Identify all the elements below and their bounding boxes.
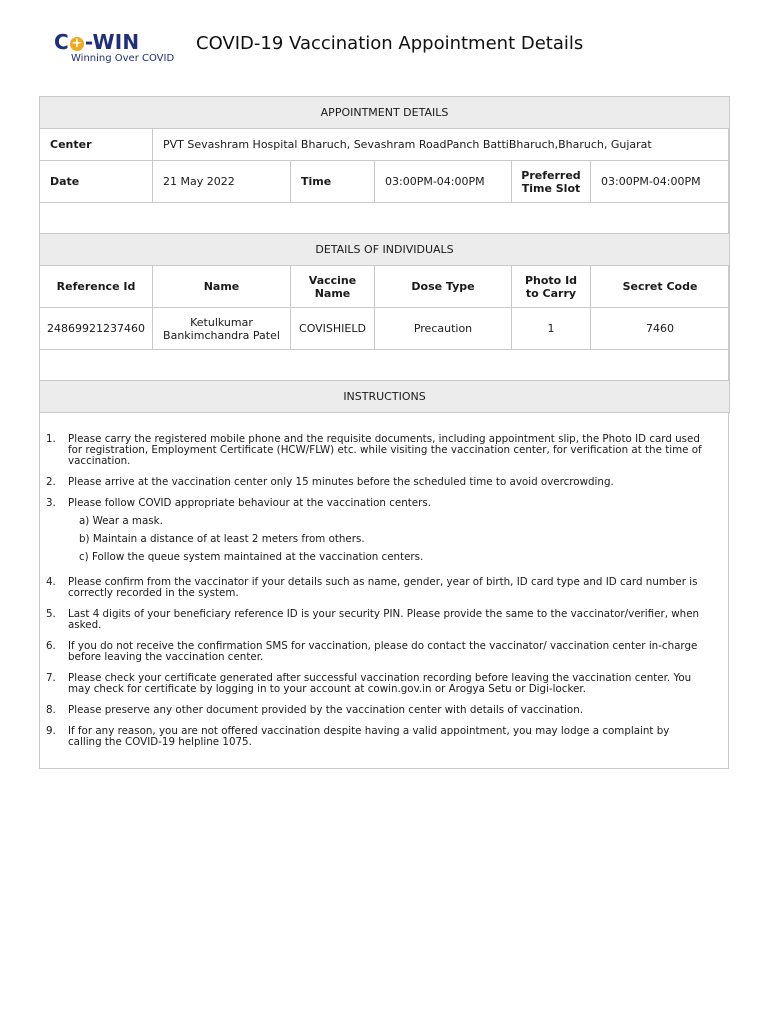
sub-list-item: b) Maintain a distance of at least 2 meters from others.: [79, 533, 365, 545]
preferred-slot-label: Preferred Time Slot: [512, 161, 591, 203]
spacer-row: [40, 350, 730, 381]
sub-list-item: c) Follow the queue system maintained at the vaccination centers.: [79, 551, 424, 563]
time-label: Time: [291, 161, 375, 203]
appointment-details-table: [39, 96, 730, 413]
logo-tagline: Winning Over COVID: [71, 53, 175, 64]
center-value: PVT Sevashram Hospital Bharuch, Sevashram RoadPanch BattiBharuch,Bharuch, Gujarat: [153, 129, 730, 161]
col-header-secret-code: Secret Code: [591, 266, 730, 308]
preferred-slot-value: 03:00PM-04:00PM: [591, 161, 730, 203]
page-header: [0, 0, 768, 90]
list-item: 5. Last 4 digits of your beneficiary reference ID is your security PIN. Please provide the same to the vaccinator/verifier, when asked.: [46, 608, 700, 631]
list-item: 8. Please preserve any other document provided by the vaccination center with details of vaccination.: [46, 704, 584, 716]
sub-list: [68, 516, 706, 563]
instructions-section-title: INSTRUCTIONS: [40, 381, 730, 413]
logo-wordmark: C + -WIN: [54, 30, 140, 54]
list-item: 4. Please confirm from the vaccinator if your details such as name, gender, year of birth, ID card type and ID card number is correctly recorded in the system.: [46, 576, 698, 599]
logo-plus-icon: +: [71, 36, 83, 51]
spacer-row: [40, 203, 730, 234]
cowin-logo: [54, 30, 184, 70]
sub-list-item: a) Wear a mask.: [79, 515, 163, 527]
table-row: [40, 308, 730, 350]
date-label: Date: [40, 161, 153, 203]
col-header-name: Name: [153, 266, 291, 308]
col-header-vaccine-name: Vaccine Name: [291, 266, 375, 308]
dose-type-cell: Precaution: [375, 308, 512, 350]
instructions-list: [46, 434, 706, 758]
secret-code-cell: 7460: [591, 308, 730, 350]
photo-id-cell: 1: [512, 308, 591, 350]
vaccine-name-cell: COVISHIELD: [291, 308, 375, 350]
list-item: 6. If you do not receive the confirmation SMS for vaccination, please do contact the vaccinator/ vaccination center in-charge before leaving the vaccination center.: [46, 640, 698, 663]
list-item: 9. If for any reason, you are not offered vaccination despite having a valid appointment, you may lodge a complaint by calling the COVID-19 helpline 1075.: [46, 725, 670, 748]
col-header-photo-id: Photo Id to Carry: [512, 266, 591, 308]
individuals-section-title: DETAILS OF INDIVIDUALS: [40, 234, 730, 266]
list-item: 7. Please check your certificate generated after successful vaccination recording before leaving the vaccination center. You may check for certificate by logging in to your account at cowin.gov.in or Arogya Setu or Digi-locker.: [46, 672, 692, 695]
list-item: 2. Please arrive at the vaccination center only 15 minutes before the scheduled time to avoid overcrowding.: [46, 476, 614, 488]
appointment-section-title: APPOINTMENT DETAILS: [40, 97, 730, 129]
list-item: 1. Please carry the registered mobile phone and the requisite documents, including appointment slip, the Photo ID card used for registration, Employment Certificate (HCW/FLW) etc. while visiting the vaccination center, for verification at the time of vaccination.: [46, 433, 702, 467]
time-value: 03:00PM-04:00PM: [375, 161, 512, 203]
date-value: 21 May 2022: [153, 161, 291, 203]
reference-id-cell: 24869921237460: [40, 308, 153, 350]
col-header-reference-id: Reference Id: [40, 266, 153, 308]
col-header-dose-type: Dose Type: [375, 266, 512, 308]
list-item: 3. Please follow COVID appropriate behaviour at the vaccination centers. a) Wear a mask. b) Maintain a distance of at least 2 meters from others. c) Follow the queue system maintained at the vaccination centers.: [46, 498, 706, 563]
page-title: COVID-19 Vaccination Appointment Details: [196, 33, 584, 54]
center-label: Center: [40, 129, 153, 161]
name-cell: Ketulkumar Bankimchandra Patel: [153, 308, 291, 350]
